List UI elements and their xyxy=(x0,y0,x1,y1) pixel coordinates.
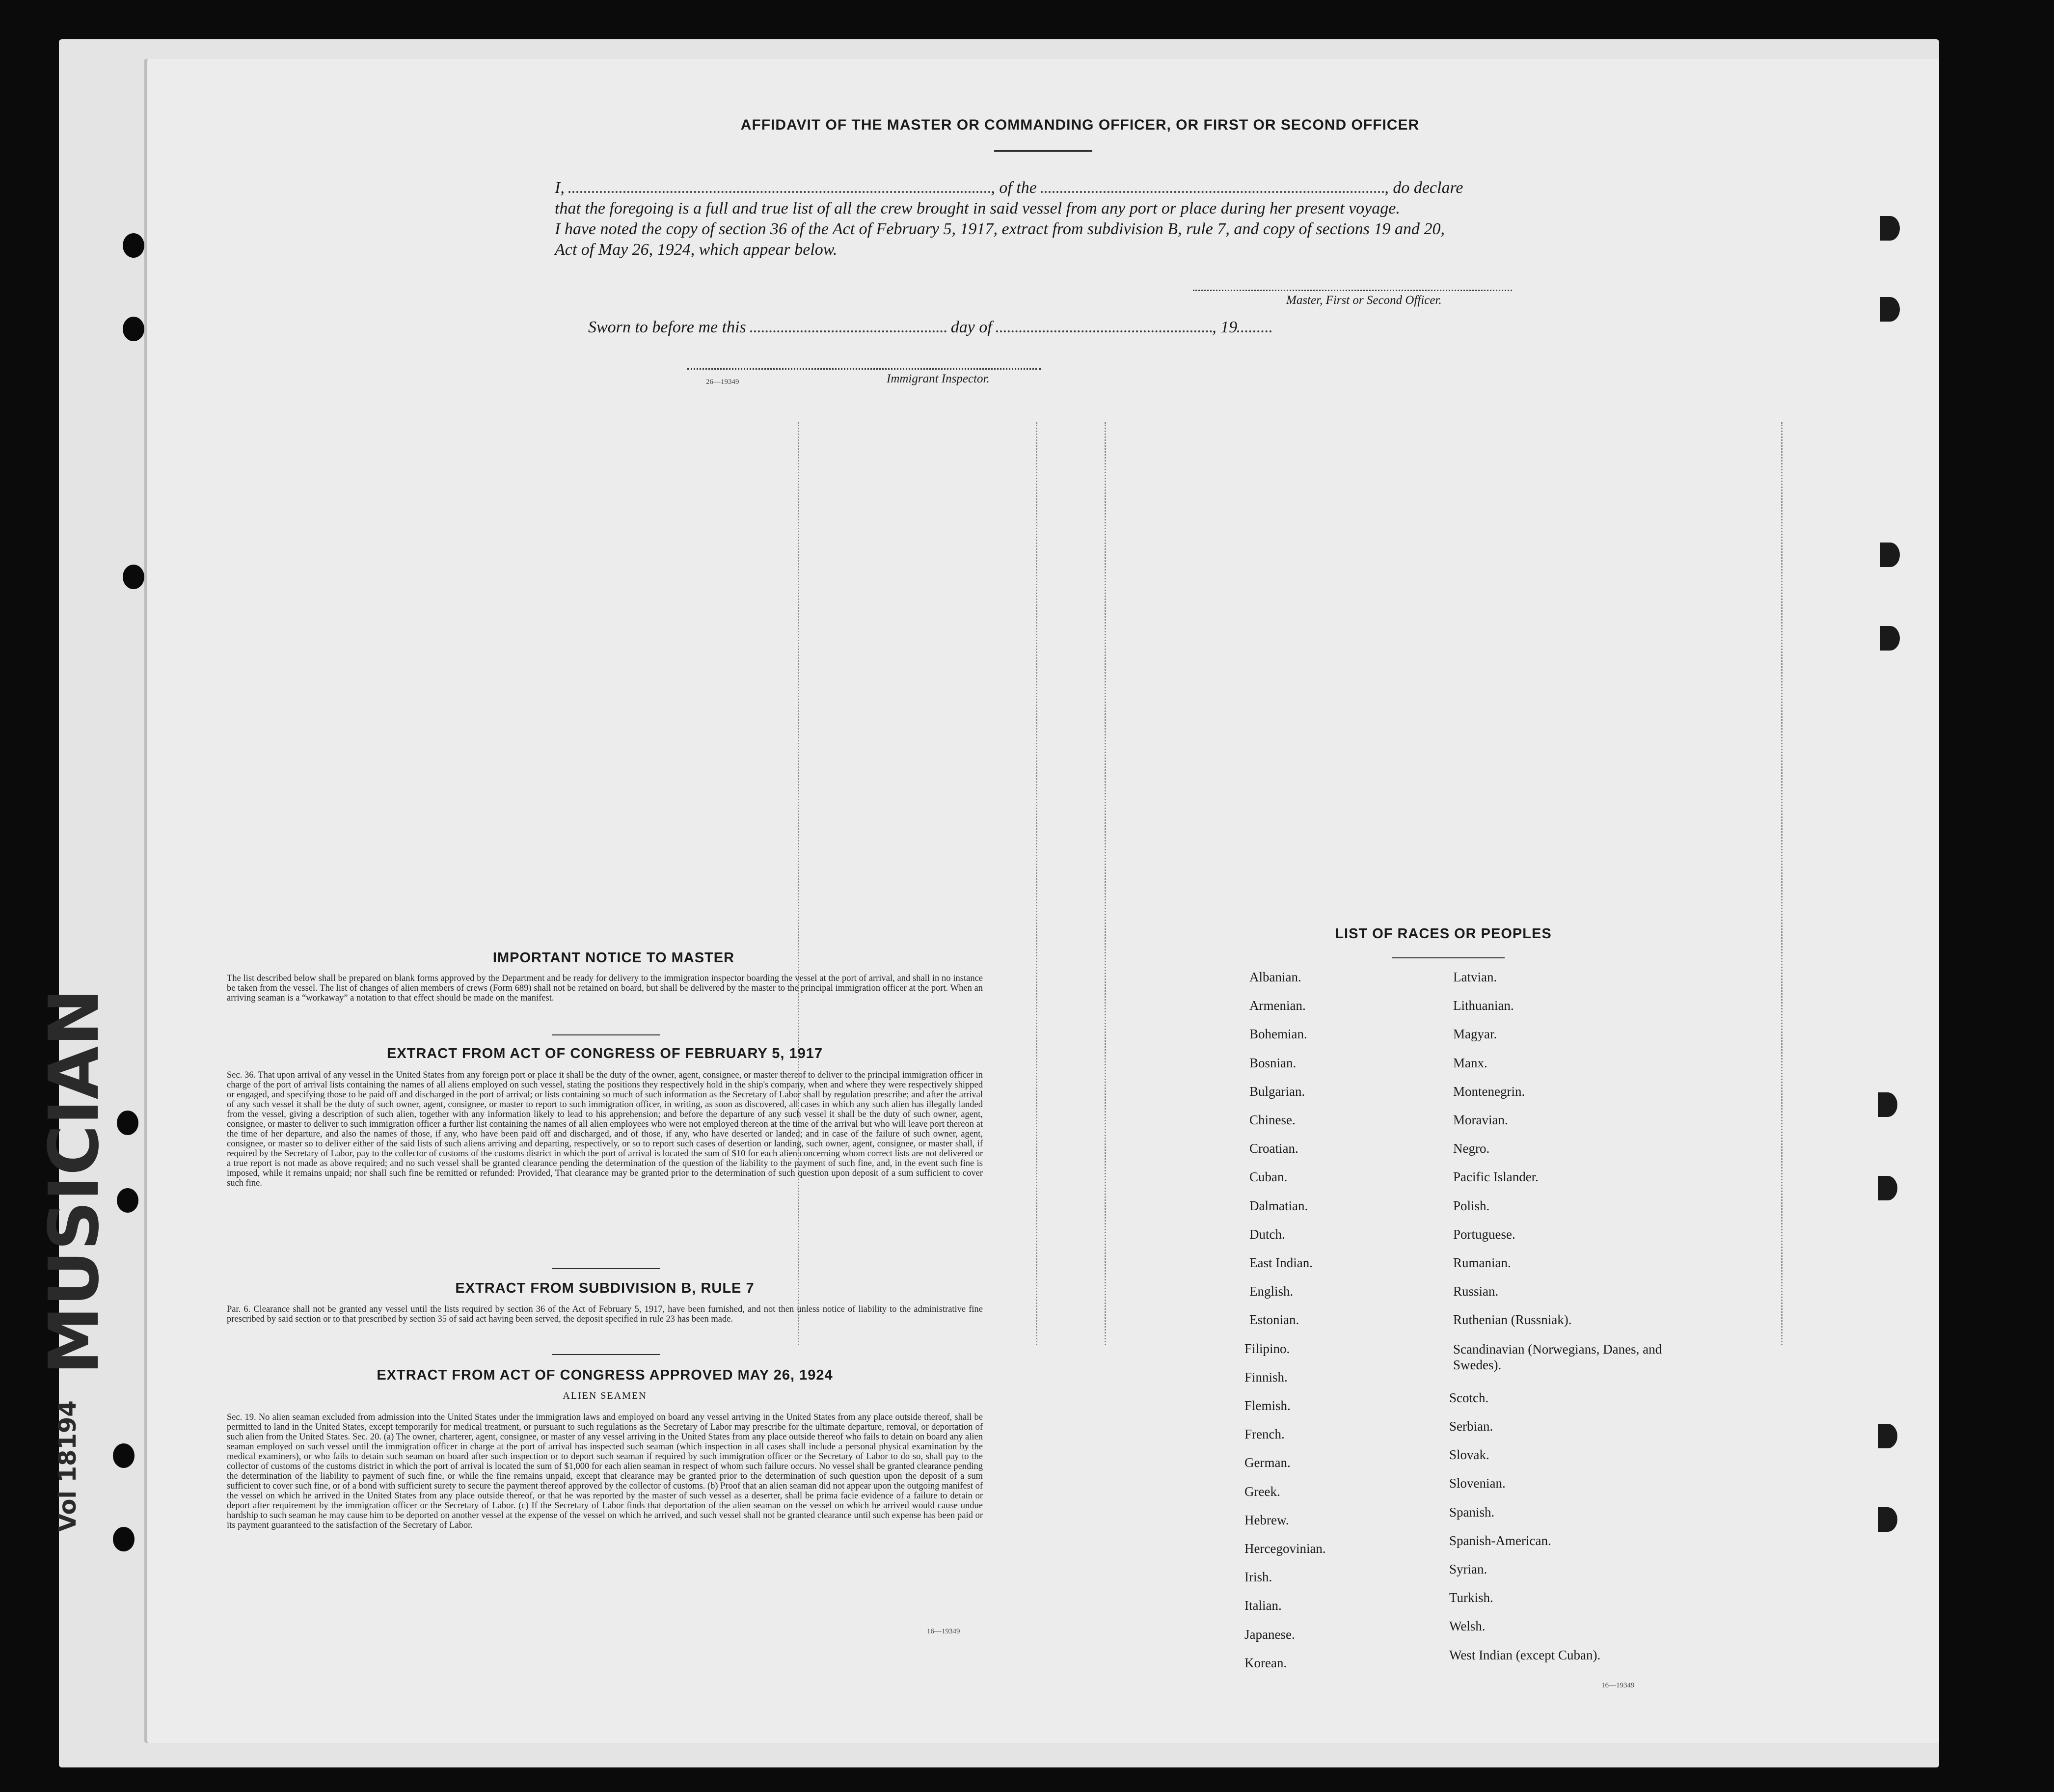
race-item: Hercegovinian. xyxy=(1244,1541,1326,1556)
notice-title: IMPORTANT NOTICE TO MASTER xyxy=(492,950,735,966)
affidavit-title: AFFIDAVIT OF THE MASTER OR COMMANDING OFFICER, OR FIRST OR SECOND OFFICER xyxy=(740,117,1420,133)
race-item: Magyar. xyxy=(1453,1027,1497,1042)
race-item: Bosnian. xyxy=(1249,1055,1297,1070)
rule7-body: Par. 6. Clearance shall not be granted any vessel until the lists required by section 36 of the Act of February 5, 1917, have been furnished, and not then unless notice of liability to the administrative fine prescribed by said section or to that prescribed by section 35 of said act having been served, the deposit specified in rule 23 has been made. xyxy=(227,1304,983,1324)
race-item: Polish. xyxy=(1453,1198,1490,1213)
alien-seamen-subtitle: ALIEN SEAMEN xyxy=(563,1390,647,1401)
race-item: Scandinavian (Norwegians, Danes, and Swedes). xyxy=(1453,1341,1662,1372)
extract-1924-body: Sec. 19. No alien seaman excluded from admission into the United States under the immigration laws and employed on board any vessel arriving in the United States from any place outside thereof, shall be permitted to land in the United States, except temporarily for medical treatment, or pursuant to such regulations as the Secretary of Labor may prescribe for the ultimate departure, removal, or deportation of such alien from the United States. Sec. 20. (a) The owner, charterer, agent, consignee, or master of any vessel arriving in the United States from any place outside thereof who fails to detain on board any alien seaman employed on such vessel until the immigration officer in charge at the port of arrival has inspected such seaman (which inspection in all cases shall include a personal physical examination by the medical examiners), or who fails to detain such seaman on board after such inspection or to deport such seaman if required by such immigration officer or the Secretary of Labor to do so, shall pay to the collector of customs of the customs district in which the port of arrival is located the sum of $1,000 for each alien seaman in respect of whom such failure occurs. No vessel shall be granted clearance pending the determination of the liability to payment of such fine, or while the fine remains unpaid, except that clearance may be granted prior to the determination of such question upon the deposit of a sum sufficient to cover such fine, or of a bond with sufficient surety to secure the payment thereof approved by the collector of customs. (b) Proof that an alien seaman did not appear upon the outgoing manifest of the vessel on which he arrived in the United States from any place outside thereof, or that he was reported by the master of such vessel as a deserter, shall be prima facie evidence of a failure to detain or deport after requirement by the immigration officer or the Secretary of Labor. (c) If the Secretary of Labor finds that deportation of the alien seaman on the vessel on which he arrived would cause undue hardship to such seaman he may cause him to be deported on another vessel at the expense of the vessel on which he arrived, and such vessel shall not be granted clearance until such expense has been paid or its payment guaranteed to the satisfaction of the Secretary of Labor. xyxy=(227,1412,983,1530)
inspector-label: Immigrant Inspector. xyxy=(887,372,990,385)
race-item: Estonian. xyxy=(1249,1312,1299,1328)
race-item: Dutch. xyxy=(1249,1226,1285,1242)
punch-hole xyxy=(123,565,144,589)
declarant-name-field[interactable] xyxy=(568,191,991,193)
race-item: Slovenian. xyxy=(1449,1476,1506,1491)
punch-hole xyxy=(1878,1424,1897,1448)
punch-hole xyxy=(1880,543,1900,567)
race-item: West Indian (except Cuban). xyxy=(1449,1647,1601,1662)
race-item: Cuban. xyxy=(1249,1169,1288,1185)
race-item: Russian. xyxy=(1453,1284,1499,1299)
race-item: Ruthenian (Russniak). xyxy=(1453,1312,1572,1328)
declarant-prefix: I, xyxy=(555,179,565,197)
race-item: Flemish. xyxy=(1244,1398,1291,1413)
notice-body: The list described below shall be prepared on blank forms approved by the Department and be ready for delivery to the immigration inspector boarding the vessel at the port of arrival, and shall in no instance be taken from the vessel. The list of changes of alien members of crews (Form 689) shall not be retained on board, but shall be delivered by the master to the principal immigration officer at the port. When an arriving seaman is a “workaway” a notation to that effect should be made on the manifest. xyxy=(227,974,983,1003)
race-item: Bulgarian. xyxy=(1249,1084,1305,1099)
race-item: English. xyxy=(1249,1284,1294,1299)
race-item: Albanian. xyxy=(1249,970,1301,984)
punch-hole xyxy=(1878,1507,1897,1532)
race-item: East Indian. xyxy=(1249,1255,1313,1270)
inspector-signature-line[interactable] xyxy=(687,368,1041,370)
declaration-line-2: that the foregoing is a full and true list of all the crew brought in said vessel from any port or place during her present voyage. xyxy=(555,199,1400,217)
declaration-line-4: Act of May 26, 1924, which appear below. xyxy=(555,241,838,259)
race-item: Syrian. xyxy=(1449,1562,1487,1576)
margin-volume: Vol 18194 xyxy=(54,1400,81,1532)
extract-1924-title: EXTRACT FROM ACT OF CONGRESS APPROVED MAY 26, 1924 xyxy=(377,1367,833,1383)
race-item: Montenegrin. xyxy=(1453,1084,1525,1099)
race-item: Moravian. xyxy=(1453,1113,1508,1127)
sworn-line xyxy=(588,318,1271,337)
race-item: Irish. xyxy=(1244,1570,1272,1585)
race-item: Spanish-American. xyxy=(1449,1533,1551,1548)
race-item: Croatian. xyxy=(1249,1141,1298,1156)
race-item: Korean. xyxy=(1244,1655,1287,1670)
sworn-year-field[interactable] xyxy=(1237,330,1271,332)
race-item: Negro. xyxy=(1453,1141,1490,1156)
punch-hole xyxy=(1880,626,1900,651)
form-number-top: 26—19349 xyxy=(706,378,739,386)
margin-ship-name: MUSICIAN xyxy=(34,988,114,1375)
race-item: Rumanian. xyxy=(1453,1255,1511,1270)
punch-hole xyxy=(113,1527,135,1551)
declaration-line-3: I have noted the copy of section 36 of the Act of February 5, 1917, extract from subdivision B, rule 7, and copy of sections 19 and 20, xyxy=(555,220,1445,238)
section-rule xyxy=(552,1268,660,1269)
race-item: Italian. xyxy=(1244,1598,1282,1613)
punch-hole xyxy=(117,1188,138,1213)
race-item: Armenian. xyxy=(1249,998,1306,1013)
race-item: Hebrew. xyxy=(1244,1512,1289,1527)
extract-1917-title: EXTRACT FROM ACT OF CONGRESS OF FEBRUARY 5, 1917 xyxy=(386,1046,823,1061)
form-number-right: 16—19349 xyxy=(1601,1682,1635,1689)
punch-hole xyxy=(113,1443,135,1468)
master-signature-label: Master, First or Second Officer. xyxy=(1286,294,1442,307)
of-the-label: , of the xyxy=(991,179,1037,197)
column-rule xyxy=(1105,422,1106,1345)
punch-hole xyxy=(1880,216,1900,241)
race-item: Pacific Islander. xyxy=(1453,1169,1539,1185)
races-title: LIST OF RACES OR PEOPLES xyxy=(1335,926,1552,942)
punch-hole xyxy=(123,317,144,341)
extract-1917-body: Sec. 36. That upon arrival of any vessel in the United States from any foreign port or place it shall be the duty of the owner, agent, consignee, or master thereof to deliver to the principal immigration officer in charge of the port of arrival lists containing the names of all aliens employed on such vessel, stating the positions they respectively hold in the ship's company, when and where they were respectively shipped or engaged, and specifying those to be paid off and discharged in the port of arrival; or lists containing so much of such information as the Secretary of Labor shall by regulation prescribe; and after the arrival of any such vessel it shall be the duty of such owner, agent, consignee, or master to report to such immigration officer, in writing, as soon as discovered, all cases in which any such alien has illegally landed from the vessel, giving a description of such alien, together with any information likely to lead to his apprehension; and before the departure of any such vessel it shall be the duty of such owner, agent, consignee, or master to deliver to such immigration officer a further list containing the names of all alien employees who were not employed thereon at the time of the arrival but who will leave port thereon at the time of her departure, and also the names of those, if any, who have been paid off and discharged, and of those, if any, who have deserted or landed; and in case of the failure of such owner, agent, consignee, or master so to deliver either of the said lists of such aliens arriving and departing, respectively, or so to report such cases of desertion or landing, such owner, agent, consignee, or master shall, if required by the Secretary of Labor, pay to the collector of customs of the customs district in which the port of arrival is located the sum of $10 for each alien concerning whom correct lists are not delivered or a true report is not made as above required; and no such vessel shall be granted clearance pending the determination of the question of the liability to the payment of such fine, and, in the event such fine is imposed, while it remains unpaid; nor shall such fine be remitted or refunded: Provided, That clearance may be granted prior to the determination of such question upon deposit of a sum sufficient to cover such fine. xyxy=(227,1070,983,1188)
race-item: Turkish. xyxy=(1449,1590,1493,1605)
race-item: Dalmatian. xyxy=(1249,1198,1308,1213)
race-item: Japanese. xyxy=(1244,1627,1295,1642)
race-item: Slovak. xyxy=(1449,1447,1489,1463)
race-item: Finnish. xyxy=(1244,1369,1288,1385)
do-declare-label: , do declare xyxy=(1384,179,1463,197)
vessel-name-field[interactable] xyxy=(1041,191,1384,193)
year-label: , 19 xyxy=(1212,318,1238,336)
rule7-title: EXTRACT FROM SUBDIVISION B, RULE 7 xyxy=(455,1280,755,1296)
sworn-day-field[interactable] xyxy=(750,330,946,332)
column-rule xyxy=(798,422,799,1345)
race-item: French. xyxy=(1244,1427,1285,1442)
punch-hole xyxy=(117,1111,138,1135)
race-item: Lithuanian. xyxy=(1453,998,1514,1013)
sworn-month-field[interactable] xyxy=(996,330,1212,332)
title-rule xyxy=(994,150,1092,152)
form-number-left: 16—19349 xyxy=(927,1628,960,1635)
race-item: Welsh. xyxy=(1449,1619,1486,1634)
race-item: Spanish. xyxy=(1449,1504,1495,1520)
punch-hole xyxy=(1878,1092,1897,1117)
master-signature-line[interactable] xyxy=(1193,290,1512,291)
race-item: Bohemian. xyxy=(1249,1027,1307,1042)
section-rule xyxy=(552,1354,660,1355)
declaration-line-1 xyxy=(555,179,1463,197)
race-item: Scotch. xyxy=(1449,1390,1489,1405)
race-item: Portuguese. xyxy=(1453,1226,1515,1242)
day-of-label: day of xyxy=(950,318,992,336)
punch-hole xyxy=(1878,1176,1897,1200)
race-item: Latvian. xyxy=(1453,970,1497,984)
column-rule xyxy=(1036,422,1037,1345)
race-item: German. xyxy=(1244,1455,1291,1470)
column-rule xyxy=(1781,422,1783,1345)
race-item: Manx. xyxy=(1453,1055,1487,1070)
punch-hole xyxy=(123,233,144,258)
race-item: Greek. xyxy=(1244,1484,1280,1499)
races-rule xyxy=(1392,957,1505,958)
race-item: Serbian. xyxy=(1449,1419,1493,1434)
punch-hole xyxy=(1880,297,1900,322)
section-rule xyxy=(552,1034,660,1035)
sworn-label: Sworn to before me this xyxy=(588,318,746,336)
race-item: Filipino. xyxy=(1244,1341,1290,1356)
race-item: Chinese. xyxy=(1249,1113,1296,1127)
